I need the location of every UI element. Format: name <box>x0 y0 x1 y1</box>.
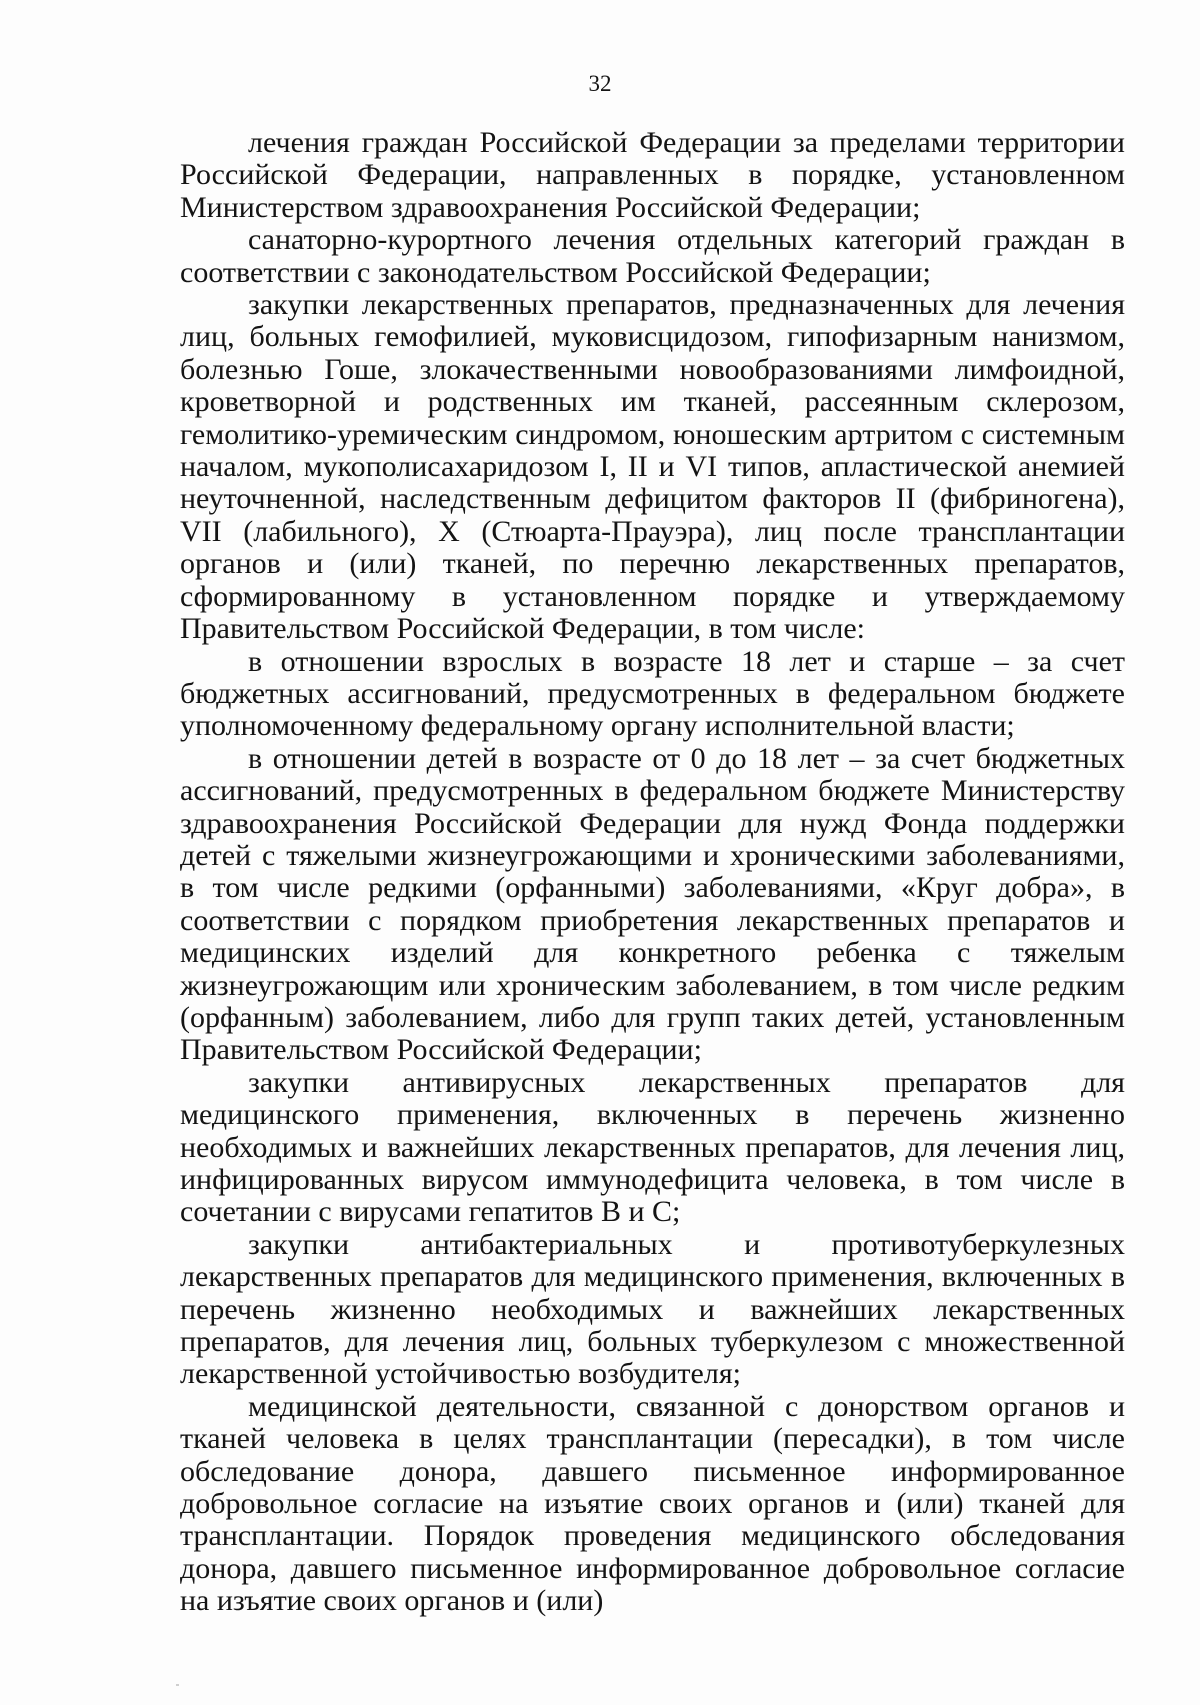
paragraph: санаторно-курортного лечения отдельных категорий граждан в соответствии с законодательством Российской Федерации; <box>180 223 1125 289</box>
scan-artifact <box>176 1684 179 1686</box>
paragraph: закупки лекарственных препаратов, предназначенных для лечения лиц, больных гемофилией, муковисцидозом, гипофизарным нанизмом, болезнью Гоше, злокачественными новообразованиями лимфоидной, кроветворной и родственных им тканей, рассеянным склерозом, гемолитико-уремическим синдромом, юношеским артритом с системным началом, мукополисахаридозом I, II и VI типов, апластической анемией неуточненной, наследственным дефицитом факторов II (фибриногена), VII (лабильного), X (Стюарта-Прауэра), лиц после трансплантации органов и (или) тканей, по перечню лекарственных препаратов, сформированному в установленном порядке и утверждаемому Правительством Российской Федерации, в том числе: <box>180 288 1125 646</box>
page-number: 32 <box>588 71 612 96</box>
document-body <box>180 127 1125 1618</box>
paragraph: медицинской деятельности, связанной с донорством органов и тканей человека в целях трансплантации (пересадки), в том числе обследование донора, давшего письменное информированное добровольное согласие на изъятие своих органов и (или) тканей для трансплантации. Порядок проведения медицинского обследования донора, давшего письменное информированное добровольное согласие на изъятие своих органов и (или) <box>180 1389 1125 1618</box>
paragraph: лечения граждан Российской Федерации за пределами территории Российской Федерации, направленных в порядке, установленном Министерством здравоохранения Российской Федерации; <box>180 126 1125 224</box>
paragraph: закупки антибактериальных и противотуберкулезных лекарственных препаратов для медицинского применения, включенных в перечень жизненно необходимых и важнейших лекарственных препаратов, для лечения лиц, больных туберкулезом с множественной лекарственной устойчивостью возбудителя; <box>180 1227 1125 1391</box>
paragraph: в отношении взрослых в возрасте 18 лет и старше – за счет бюджетных ассигнований, предусмотренных в федеральном бюджете уполномоченному федеральному органу исполнительной власти; <box>180 644 1125 743</box>
paragraph: в отношении детей в возрасте от 0 до 18 лет – за счет бюджетных ассигнований, предусмотренных в федеральном бюджете Министерству здравоохранения Российской Федерации для нужд Фонда поддержки детей с тяжелыми жизнеугрожающими и хроническими заболеваниями, в том числе редкими (орфанными) заболеваниями, «Круг добра», в соответствии с порядком приобретения лекарственных препаратов и медицинских изделий для конкретного ребенка с тяжелым жизнеугрожающим или хроническим заболеванием, в том числе редким (орфанным) заболеванием, либо для групп таких детей, установленным Правительством Российской Федерации; <box>180 741 1125 1067</box>
paragraph: закупки антивирусных лекарственных препаратов для медицинского применения, включенных в перечень жизненно необходимых и важнейших лекарственных препаратов, для лечения лиц, инфицированных вирусом иммунодефицита человека, в том числе в сочетании с вирусами гепатитов B и C; <box>180 1065 1125 1229</box>
